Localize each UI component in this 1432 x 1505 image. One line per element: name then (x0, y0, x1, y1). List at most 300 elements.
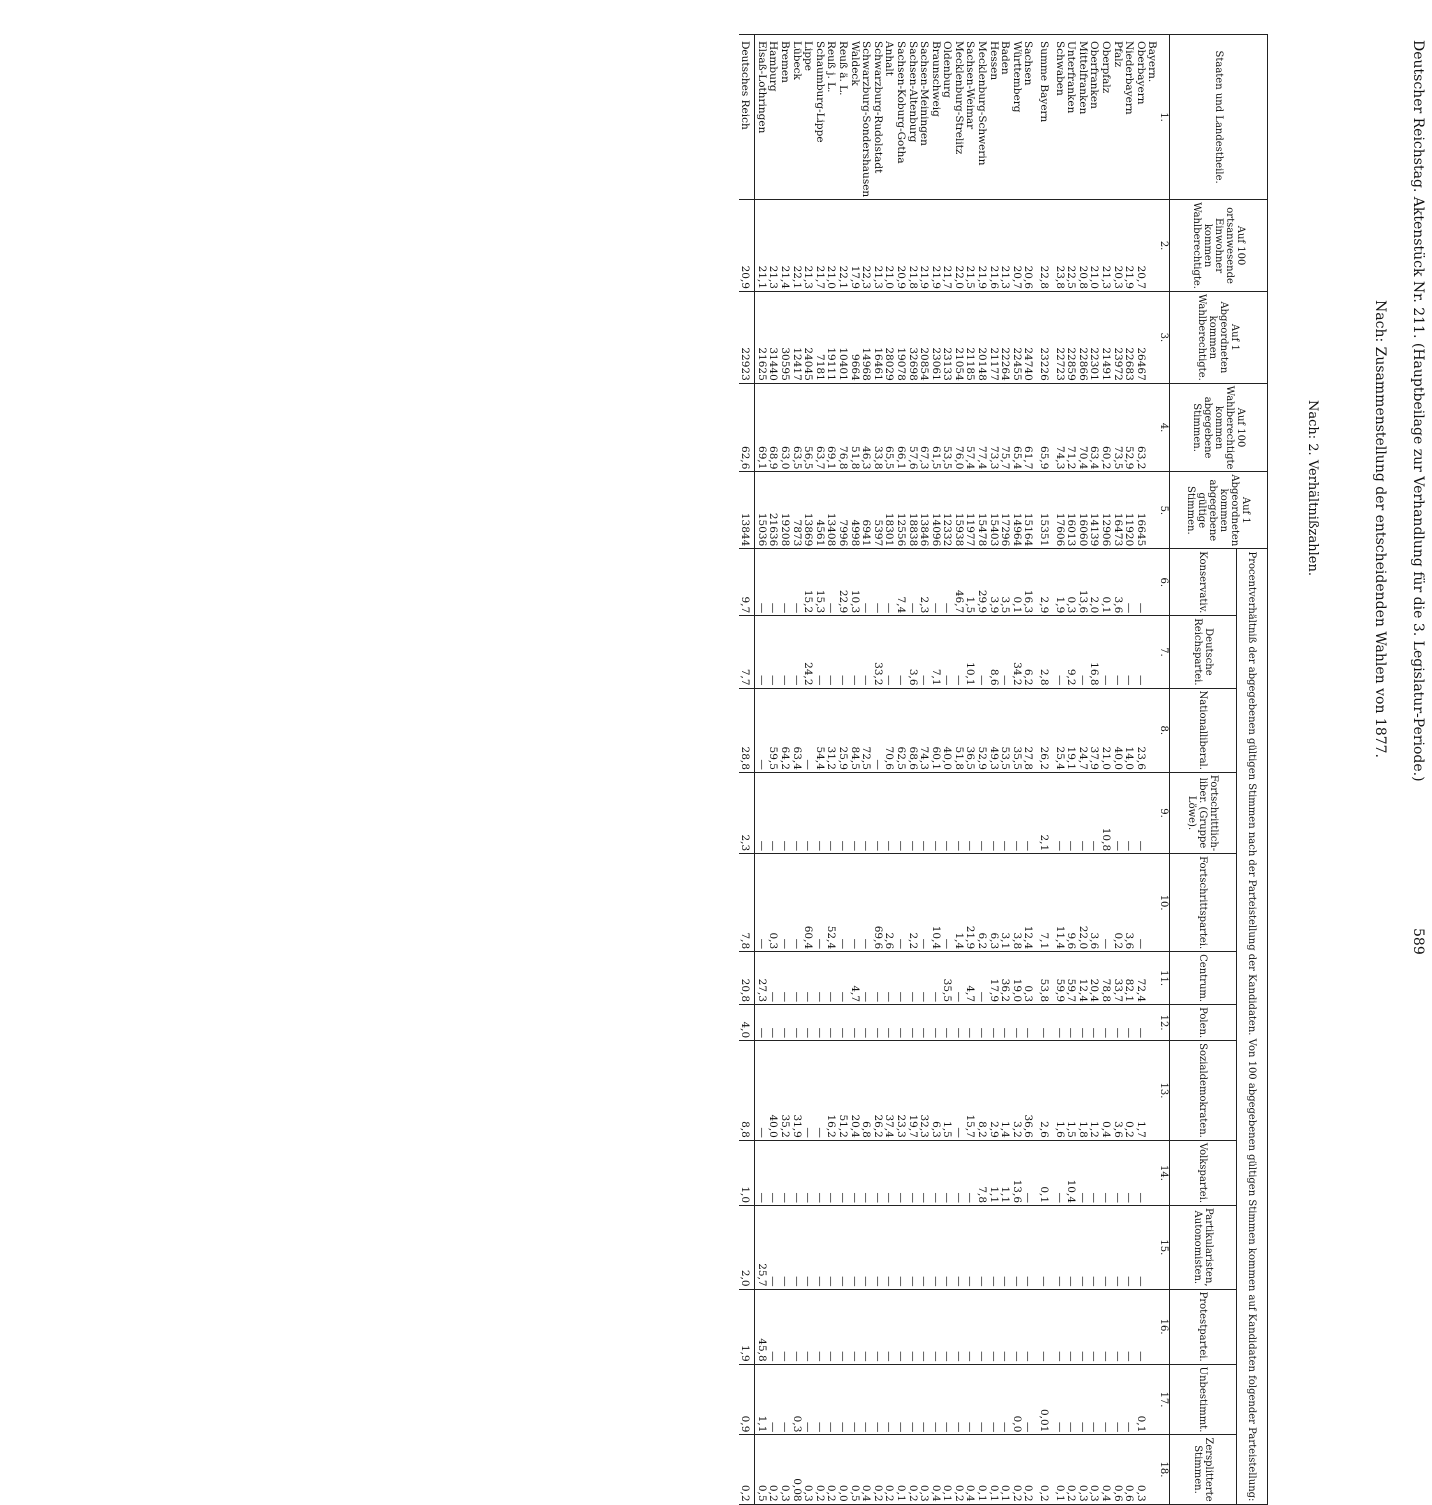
table-row (1022, 35, 1034, 1505)
data-cell: 74,3 (918, 688, 930, 772)
data-cell: 35,5 (941, 952, 953, 1005)
data-cell: 15,7 (964, 1041, 976, 1141)
column-header: Auf 100 ortsanwesende Einwohner kommen Wahlberechtigte. (1170, 200, 1268, 292)
data-cell: — (871, 1140, 883, 1205)
data-cell: — (976, 616, 988, 688)
data-cell (1146, 1435, 1158, 1504)
data-cell: — (848, 1364, 860, 1435)
table-row (976, 35, 988, 1505)
data-cell: — (1088, 1289, 1100, 1364)
state-name: Baden (999, 35, 1011, 200)
state-name: Reuß ä. L. (836, 35, 848, 200)
data-cell: — (813, 1140, 825, 1205)
data-cell: — (802, 1140, 814, 1205)
data-cell: 37,9 (1088, 688, 1100, 772)
data-cell: — (906, 1364, 918, 1435)
data-cell: — (1134, 1289, 1146, 1364)
data-cell: — (871, 1289, 883, 1364)
data-cell: — (999, 1005, 1011, 1041)
data-cell: — (778, 1140, 790, 1205)
data-cell: — (848, 1140, 860, 1205)
data-cell: 73,5 (1111, 383, 1123, 472)
data-cell: 66,1 (894, 383, 906, 472)
column-header: Nationalliberal. (1170, 688, 1237, 772)
data-cell (1146, 772, 1158, 853)
data-cell: — (1134, 1140, 1146, 1205)
state-name: Schaumburg-Lippe (813, 35, 825, 200)
data-cell: — (918, 1364, 930, 1435)
data-cell: 1,5 (964, 549, 976, 616)
data-cell: 10,8 (1099, 772, 1111, 853)
data-cell: 52,4 (825, 854, 837, 952)
data-cell: — (941, 616, 953, 688)
data-cell: — (906, 549, 918, 616)
data-cell: 51,2 (836, 1041, 848, 1141)
data-cell: 60,4 (802, 854, 814, 952)
data-cell: 6,3 (929, 1041, 941, 1141)
data-cell: 68,9 (767, 383, 779, 472)
data-cell: 0,3 (1088, 1435, 1100, 1504)
data-cell: — (825, 772, 837, 853)
data-cell: 71,2 (1065, 383, 1077, 472)
data-cell: — (964, 772, 976, 853)
data-cell: 15478 (976, 472, 988, 549)
data-cell: — (964, 1364, 976, 1435)
data-cell: — (987, 772, 999, 853)
data-cell: 13844 (739, 472, 755, 549)
data-cell: 33,2 (871, 616, 883, 688)
data-cell: — (755, 549, 767, 616)
data-cell: — (1076, 616, 1088, 688)
data-cell (1146, 291, 1158, 383)
data-cell: — (987, 1289, 999, 1364)
data-cell (1146, 616, 1158, 688)
data-cell: 2,1 (1033, 772, 1053, 853)
data-cell: 21,9 (1123, 200, 1135, 292)
data-cell: — (1123, 1364, 1135, 1435)
data-cell: 20148 (976, 291, 988, 383)
data-cell: 63,4 (790, 688, 802, 772)
data-cell: 0,3 (1076, 1435, 1088, 1504)
data-cell: 63,2 (1134, 383, 1146, 472)
data-cell: 16013 (1065, 472, 1077, 549)
data-cell: 0,1 (1053, 1435, 1065, 1504)
data-cell: — (941, 854, 953, 952)
data-cell: 20,9 (739, 200, 755, 292)
data-cell: 7,4 (894, 549, 906, 616)
data-cell: 63,0 (778, 383, 790, 472)
state-name: Lübeck (790, 35, 802, 200)
data-cell: 7,1 (1033, 854, 1053, 952)
data-cell: — (1010, 1005, 1022, 1041)
data-cell: 31440 (767, 291, 779, 383)
data-cell: — (1053, 1140, 1065, 1205)
data-cell: 16645 (1134, 472, 1146, 549)
data-cell: 0,1 (976, 1435, 988, 1504)
data-cell: 61,7 (1022, 383, 1034, 472)
table-row (871, 35, 883, 1505)
data-cell: — (1123, 1005, 1135, 1041)
data-cell: 16461 (871, 291, 883, 383)
data-cell: — (860, 549, 872, 616)
table-row (860, 35, 872, 1505)
data-cell: 0,2 (871, 1435, 883, 1504)
data-cell: 3,6 (1123, 854, 1135, 952)
data-cell: — (906, 772, 918, 853)
data-cell (1146, 472, 1158, 549)
data-cell: — (918, 1140, 930, 1205)
data-cell: 9664 (848, 291, 860, 383)
data-cell: — (836, 1364, 848, 1435)
data-cell: — (755, 772, 767, 853)
data-cell: 68,6 (906, 688, 918, 772)
data-cell: — (1053, 1364, 1065, 1435)
data-cell: 0,1 (1099, 549, 1111, 616)
data-cell: 21177 (987, 291, 999, 383)
data-cell: 12556 (894, 472, 906, 549)
data-cell: — (1134, 549, 1146, 616)
data-cell: — (976, 772, 988, 853)
data-cell: 65,5 (883, 383, 895, 472)
data-cell: — (918, 772, 930, 853)
data-cell: — (802, 1005, 814, 1041)
data-cell: 4561 (813, 472, 825, 549)
data-cell: — (906, 952, 918, 1005)
data-cell: — (1111, 1005, 1123, 1041)
data-cell: — (918, 1005, 930, 1041)
table-row (1033, 35, 1053, 1505)
data-cell: 46,3 (860, 383, 872, 472)
data-cell: 10,3 (848, 549, 860, 616)
data-cell: — (1033, 1005, 1053, 1041)
data-cell: 0,5 (755, 1435, 767, 1504)
data-cell: 69,1 (825, 383, 837, 472)
table-row (952, 35, 964, 1505)
data-cell: 0,2 (906, 1435, 918, 1504)
data-cell: — (1065, 1005, 1077, 1041)
data-cell: 21625 (755, 291, 767, 383)
data-cell: 0,1 (999, 1435, 1011, 1504)
data-cell: 21,3 (802, 200, 814, 292)
running-head-left: Deutscher Reichstag. Aktenstück Nr. 211. (Hauptbeilage zur Verhandlung für die 3. Legislatur-Periode.) (1410, 40, 1426, 782)
data-cell: 20,4 (1088, 952, 1100, 1005)
state-name: Bremen (778, 35, 790, 200)
data-cell: 10401 (836, 291, 848, 383)
data-cell: 82,1 (1123, 952, 1135, 1005)
data-cell: 12,4 (1076, 952, 1088, 1005)
column-header: Auf 1 Abgeordneten kommen Wahlberechtigte. (1170, 291, 1268, 383)
data-cell: 21054 (952, 291, 964, 383)
column-number: 14. (1157, 1140, 1169, 1205)
data-cell: — (755, 1005, 767, 1041)
data-cell: 3,6 (1088, 854, 1100, 952)
data-cell: 51,8 (848, 383, 860, 472)
data-cell: 13408 (825, 472, 837, 549)
data-cell: 21636 (767, 472, 779, 549)
data-cell: 18838 (906, 472, 918, 549)
data-cell (1146, 1041, 1158, 1141)
data-cell: 19208 (778, 472, 790, 549)
data-cell: 25,7 (755, 1206, 767, 1290)
data-cell: — (952, 1041, 964, 1141)
data-cell: 0,1 (1134, 1364, 1146, 1435)
data-cell: 76,8 (836, 383, 848, 472)
data-cell: 40,0 (1111, 688, 1123, 772)
data-cell: 30595 (778, 291, 790, 383)
data-cell: 0,5 (848, 1435, 860, 1504)
data-cell: 16,3 (1022, 549, 1034, 616)
data-cell: — (1053, 1005, 1065, 1041)
data-cell: 0,01 (1033, 1364, 1053, 1435)
data-cell: 0,2 (1022, 1435, 1034, 1504)
data-cell: — (894, 952, 906, 1005)
table-row (1010, 35, 1022, 1505)
data-cell: — (929, 1005, 941, 1041)
data-cell: 8,8 (739, 1041, 755, 1141)
data-cell: — (941, 1140, 953, 1205)
state-name: Schwaben (1053, 35, 1065, 200)
data-cell: 19,0 (1010, 952, 1022, 1005)
data-cell: 29,9 (976, 549, 988, 616)
data-cell: 2,9 (1033, 549, 1053, 616)
data-cell: — (790, 1140, 802, 1205)
data-cell: — (929, 1364, 941, 1435)
data-cell: — (860, 952, 872, 1005)
table-row (987, 35, 999, 1505)
state-name: Württemberg (1010, 35, 1022, 200)
data-cell: 22301 (1088, 291, 1100, 383)
data-cell: 1,1 (755, 1364, 767, 1435)
data-cell: 21,3 (767, 200, 779, 292)
data-cell: 1,7 (1134, 1041, 1146, 1141)
data-cell: — (790, 952, 802, 1005)
column-header: Konservativ. (1170, 549, 1237, 616)
data-cell: 51,8 (952, 688, 964, 772)
data-cell: 56,5 (802, 383, 814, 472)
state-name: Sachsen-Koburg-Gotha (894, 35, 906, 200)
data-cell: 52,9 (1123, 383, 1135, 472)
data-cell: — (860, 1206, 872, 1290)
data-cell: 0,08 (790, 1435, 802, 1504)
data-cell: 40,0 (767, 1041, 779, 1141)
data-cell: 22,0 (952, 200, 964, 292)
data-cell: — (929, 1140, 941, 1205)
data-cell: 21185 (964, 291, 976, 383)
state-name: Sachsen-Weimar (964, 35, 976, 200)
data-cell: — (1065, 1206, 1077, 1290)
data-cell: — (790, 549, 802, 616)
data-cell: 0,2 (1111, 854, 1123, 952)
data-cell: 1,5 (941, 1041, 953, 1141)
data-cell: — (1022, 772, 1034, 853)
data-cell: 6,3 (987, 854, 999, 952)
data-cell: 1,0 (739, 1140, 755, 1205)
state-name: Schwarzburg-Sondershausen (860, 35, 872, 200)
data-cell: 28,8 (739, 688, 755, 772)
data-cell: 7873 (790, 472, 802, 549)
data-cell: 0,1 (941, 1435, 953, 1504)
data-cell: 4998 (848, 472, 860, 549)
data-cell: 4,0 (739, 1005, 755, 1041)
data-cell: — (813, 616, 825, 688)
data-cell: — (813, 1364, 825, 1435)
data-cell: 21,4 (778, 200, 790, 292)
data-cell: — (778, 854, 790, 952)
table-row (1053, 35, 1065, 1505)
data-cell: 1,9 (739, 1289, 755, 1364)
data-cell: — (825, 549, 837, 616)
column-number: 9. (1157, 772, 1169, 853)
data-cell: — (1053, 1206, 1065, 1290)
data-cell: — (999, 1289, 1011, 1364)
data-cell: 15036 (755, 472, 767, 549)
data-cell: 53,8 (1033, 952, 1053, 1005)
data-cell: — (999, 616, 1011, 688)
data-cell: 22,0 (1076, 854, 1088, 952)
data-cell: 2,8 (1033, 616, 1053, 688)
data-cell: 23972 (1111, 291, 1123, 383)
data-cell: — (1111, 1289, 1123, 1364)
data-cell: 20,7 (1010, 200, 1022, 292)
data-cell: 20,8 (739, 952, 755, 1005)
data-cell: 57,4 (964, 383, 976, 472)
data-cell: — (1053, 772, 1065, 853)
data-cell: — (813, 1206, 825, 1290)
data-cell: 0,2 (1123, 1041, 1135, 1141)
table-row (894, 35, 906, 1505)
data-cell: — (1053, 616, 1065, 688)
data-cell: 1,8 (1076, 1041, 1088, 1141)
data-cell: — (813, 772, 825, 853)
data-cell: — (790, 1005, 802, 1041)
data-cell: — (1010, 1289, 1022, 1364)
data-cell: 78,8 (1099, 952, 1111, 1005)
data-cell: — (918, 952, 930, 1005)
data-cell: 64,2 (778, 688, 790, 772)
data-cell: 3,2 (1010, 1041, 1022, 1141)
data-cell: 9,6 (1065, 854, 1077, 952)
data-cell (1146, 383, 1158, 472)
column-header: Polen. (1170, 1005, 1237, 1041)
state-name: Sachsen (1022, 35, 1034, 200)
data-cell: 14968 (860, 291, 872, 383)
data-cell: — (848, 1005, 860, 1041)
data-cell: 34,2 (1010, 616, 1022, 688)
data-cell: — (778, 1206, 790, 1290)
data-cell: — (755, 688, 767, 772)
state-name: Oldenburg (941, 35, 953, 200)
data-cell: — (894, 616, 906, 688)
data-cell: 0,3 (778, 1435, 790, 1504)
state-name: Schwarzburg-Rudolstadt (871, 35, 883, 200)
data-cell: 6,2 (1022, 616, 1034, 688)
data-cell: 7996 (836, 472, 848, 549)
data-cell: — (1076, 1364, 1088, 1435)
data-cell: — (976, 1206, 988, 1290)
data-cell: 22923 (739, 291, 755, 383)
data-cell: 10,1 (964, 616, 976, 688)
data-cell: — (987, 1364, 999, 1435)
data-cell: — (883, 616, 895, 688)
data-cell: 36,6 (1022, 1041, 1034, 1141)
data-cell: — (871, 549, 883, 616)
column-header: Centrum. (1170, 952, 1237, 1005)
data-cell: 1,9 (1053, 549, 1065, 616)
data-cell: 23,6 (1134, 688, 1146, 772)
data-cell: — (1134, 854, 1146, 952)
data-cell: — (941, 772, 953, 853)
data-cell: — (1076, 1206, 1088, 1290)
data-cell: — (767, 1206, 779, 1290)
data-cell: — (952, 1005, 964, 1041)
data-cell: 0,2 (813, 1435, 825, 1504)
data-cell: 0,3 (790, 1364, 802, 1435)
data-cell: 32698 (906, 291, 918, 383)
column-number: 16. (1157, 1289, 1169, 1364)
data-cell: 0,2 (883, 1435, 895, 1504)
data-cell: 15351 (1033, 472, 1053, 549)
data-cell: 0,6 (1123, 1435, 1135, 1504)
data-cell: 22,8 (1033, 200, 1053, 292)
data-cell (1146, 688, 1158, 772)
data-cell: 62,6 (739, 383, 755, 472)
data-cell: — (871, 952, 883, 1005)
table-row (1076, 35, 1088, 1505)
data-cell: 77,4 (976, 383, 988, 472)
data-cell: — (848, 1206, 860, 1290)
data-cell: — (1022, 1364, 1034, 1435)
table-row (1146, 35, 1158, 1505)
data-cell: 5397 (871, 472, 883, 549)
data-cell: — (1099, 1289, 1111, 1364)
state-name: Hessen (987, 35, 999, 200)
data-cell: — (999, 1364, 1011, 1435)
state-name: Oberfranken (1088, 35, 1100, 200)
data-cell: — (790, 854, 802, 952)
data-cell: 0,0 (1010, 1364, 1022, 1435)
data-cell: — (1099, 1206, 1111, 1290)
data-cell: — (860, 772, 872, 853)
state-name: Elsaß-Lothringen (755, 35, 767, 200)
data-cell: 21,7 (813, 200, 825, 292)
data-cell: 11920 (1123, 472, 1135, 549)
data-cell: 22,1 (836, 200, 848, 292)
data-cell: — (825, 1206, 837, 1290)
data-cell: 3,5 (999, 549, 1011, 616)
data-cell: 20,8 (1076, 200, 1088, 292)
data-cell: 13869 (802, 472, 814, 549)
data-cell: — (813, 854, 825, 952)
data-cell: 10,4 (1065, 1140, 1077, 1205)
state-name: Sachsen-Meiningen (918, 35, 930, 200)
data-cell: — (790, 1206, 802, 1290)
data-cell: 7,8 (976, 1140, 988, 1205)
table-row (825, 35, 837, 1505)
data-cell: — (941, 1364, 953, 1435)
data-cell: 2,0 (739, 1206, 755, 1290)
data-cell: — (836, 854, 848, 952)
data-cell: 2,6 (1033, 1041, 1053, 1141)
data-cell: 21,9 (976, 200, 988, 292)
data-cell: — (1033, 1289, 1053, 1364)
column-number: 17. (1157, 1364, 1169, 1435)
data-cell: — (964, 1005, 976, 1041)
data-cell: 0,2 (952, 1435, 964, 1504)
data-cell: — (871, 772, 883, 853)
data-cell: — (825, 616, 837, 688)
data-cell: — (767, 772, 779, 853)
data-cell: 35,2 (778, 1041, 790, 1141)
